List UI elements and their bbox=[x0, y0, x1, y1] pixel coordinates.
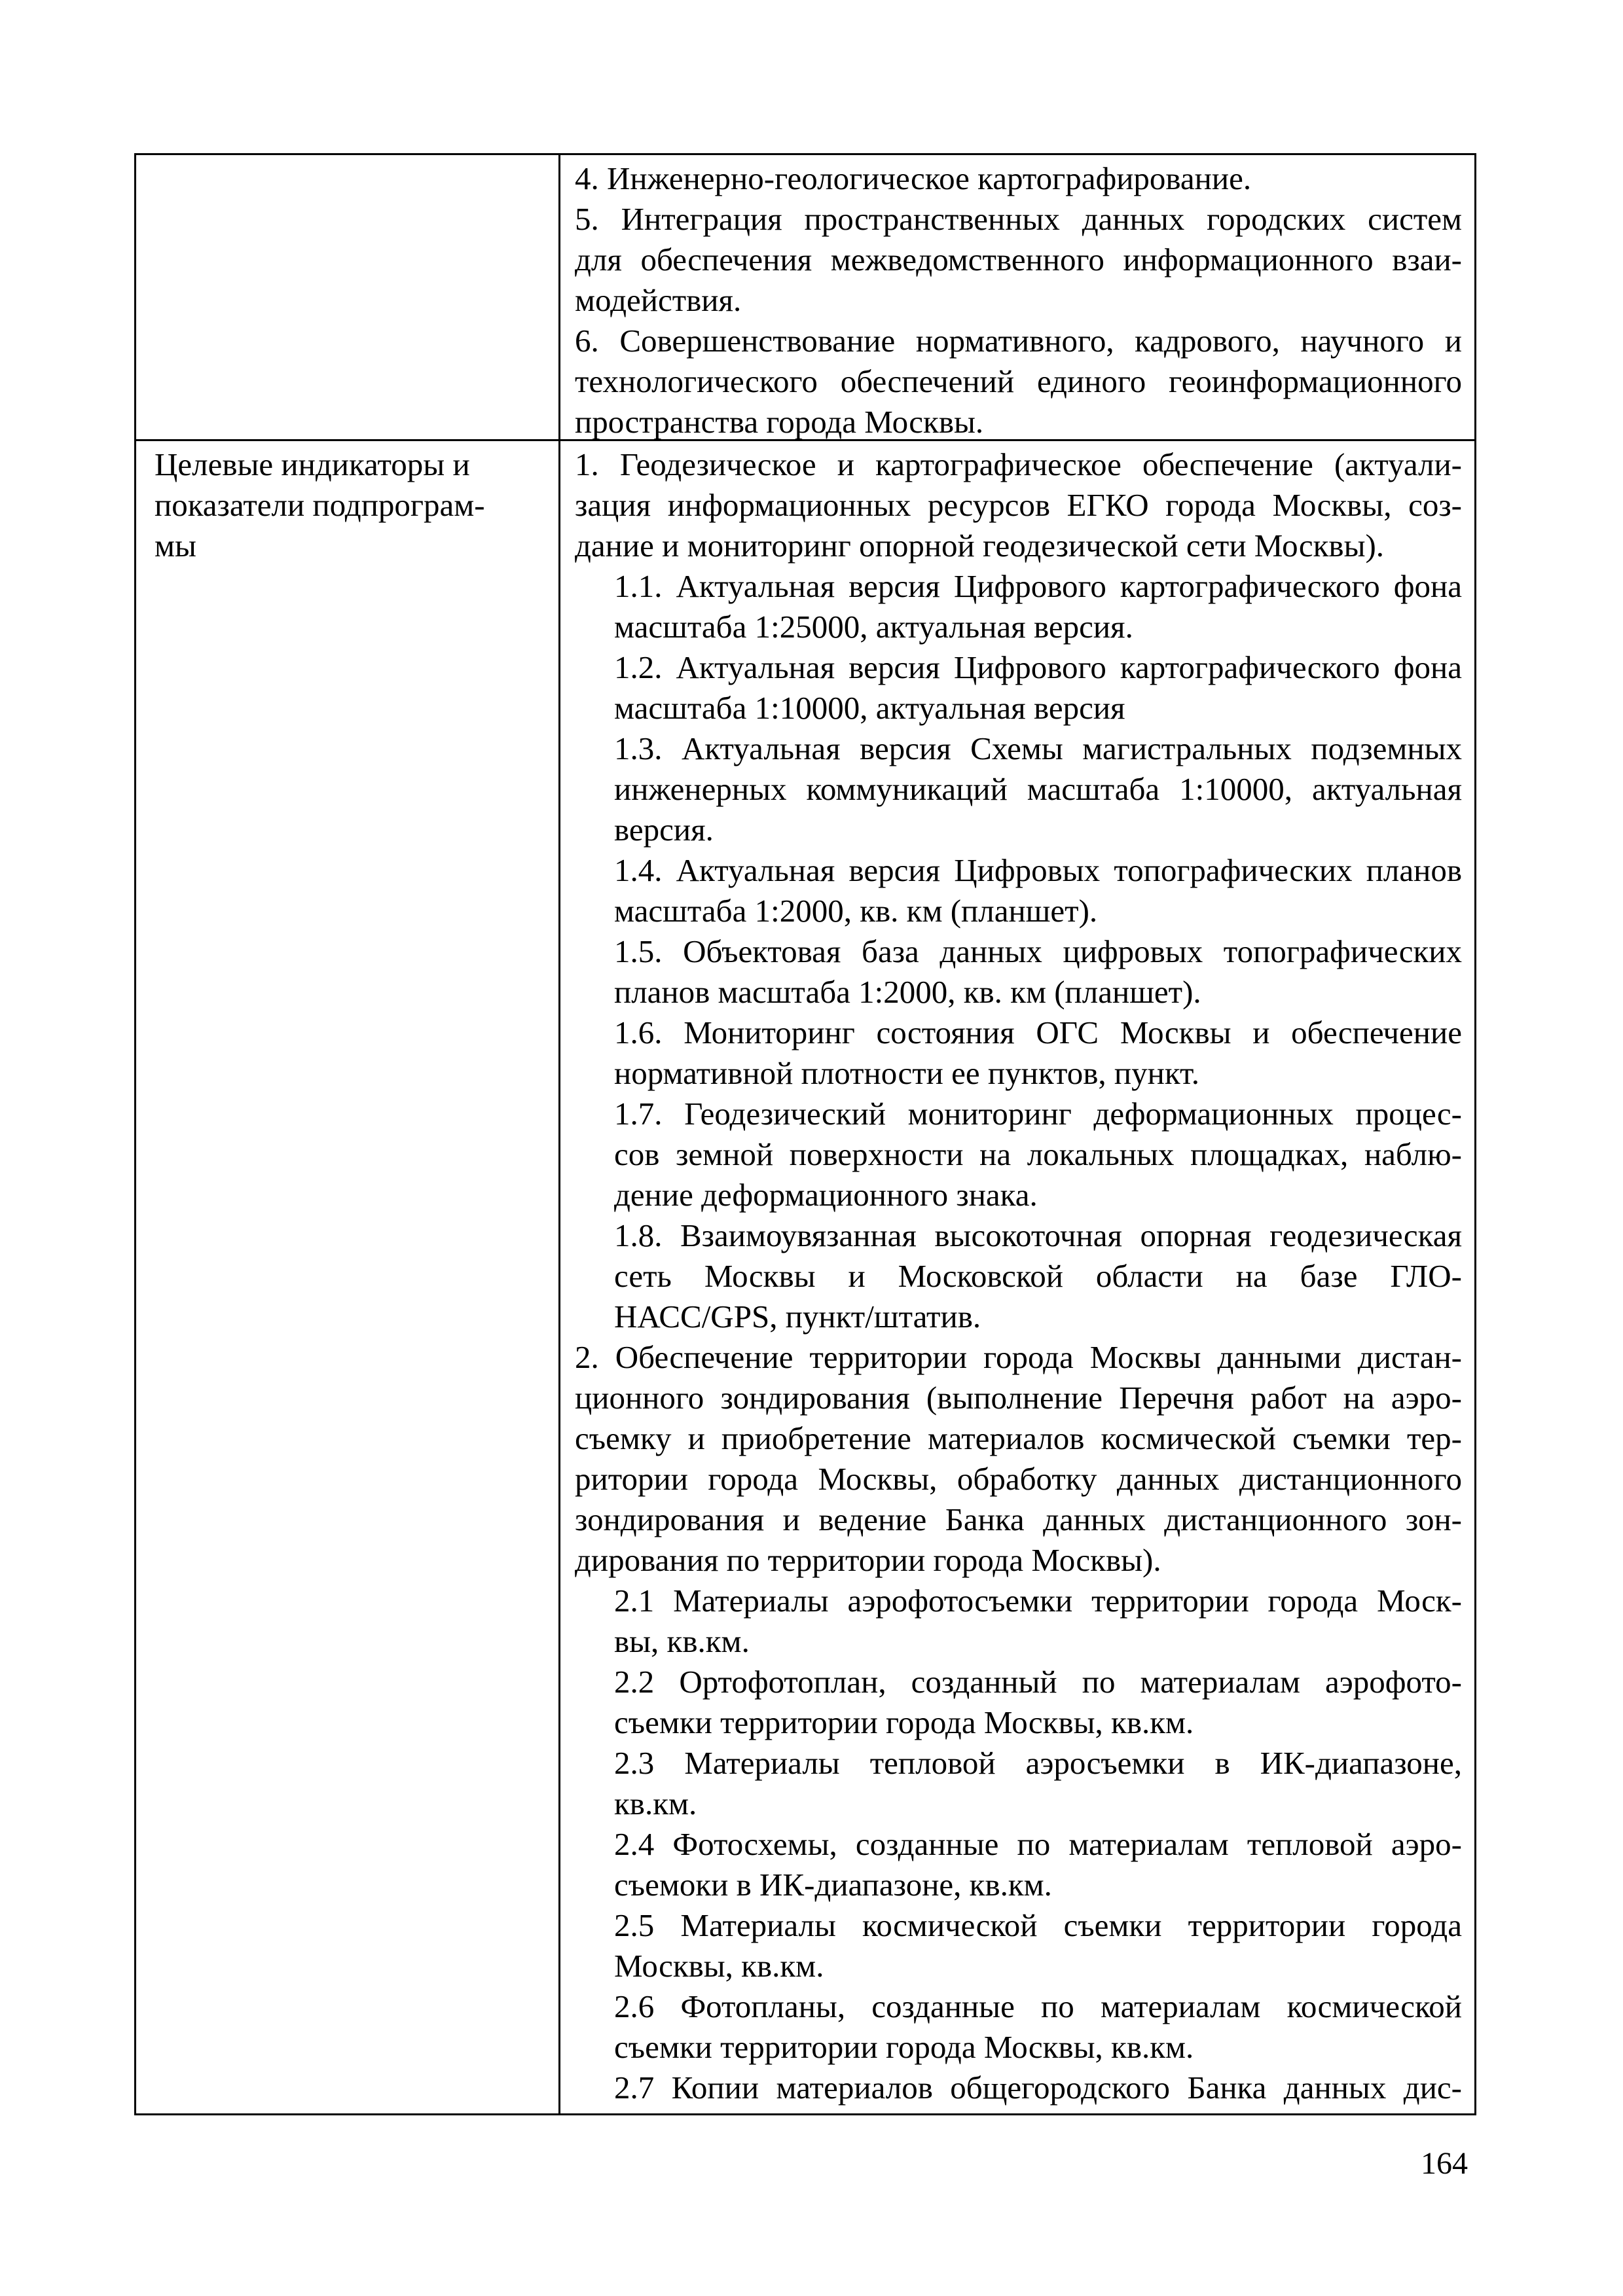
text-line: 4. Инженерно-геологическое картографирование. bbox=[575, 160, 1252, 196]
text-line: 6. Совершенствование нормативного, кадрового, научного и bbox=[575, 323, 1462, 359]
text-line: масштаба 1:25000, актуальная версия. bbox=[614, 609, 1133, 645]
text-line: сеть Москвы и Московской области на базе ГЛО- bbox=[614, 1258, 1462, 1294]
text-line: пространства города Москвы. bbox=[575, 404, 984, 440]
text-line: 2.7 Копии материалов общегородского Банка данных дис- bbox=[614, 2070, 1462, 2106]
text-line: 1.6. Мониторинг состояния ОГС Москвы и обеспечение bbox=[614, 1014, 1462, 1050]
text-line: съемку и приобретение материалов космической съемки тер- bbox=[575, 1420, 1462, 1456]
text-line: 2. Обеспечение территории города Москвы данными дистан- bbox=[575, 1339, 1462, 1375]
text-line: 5. Интеграция пространственных данных городских систем bbox=[575, 201, 1462, 237]
text-line: 1.8. Взаимоувязанная высокоточная опорная геодезическая bbox=[614, 1217, 1462, 1253]
text-line: 2.4 Фотосхемы, созданные по материалам тепловой аэро- bbox=[614, 1826, 1462, 1862]
text-line: НАСС/GPS, пункт/штатив. bbox=[614, 1299, 981, 1335]
text-line: 1.3. Актуальная версия Схемы магистральных подземных bbox=[614, 730, 1462, 766]
text-line: 1.1. Актуальная версия Цифрового картографического фона bbox=[614, 568, 1462, 604]
row2-content-cell bbox=[575, 444, 1462, 2108]
text-line: 2.3 Материалы тепловой аэросъемки в ИК-диапазоне, bbox=[614, 1745, 1462, 1781]
row1-content-cell bbox=[575, 158, 1462, 442]
text-line: сов земной поверхности на локальных площадках, наблю- bbox=[614, 1136, 1462, 1172]
page-number: 164 bbox=[1421, 2146, 1468, 2181]
text-line: 1. Геодезическое и картографическое обеспечение (актуали- bbox=[575, 446, 1462, 482]
text-line: 1.4. Актуальная версия Цифровых топографических планов bbox=[614, 852, 1462, 888]
text-line: дание и мониторинг опорной геодезической сети Москвы). bbox=[575, 528, 1385, 564]
text-line: масштаба 1:2000, кв. км (планшет). bbox=[614, 893, 1098, 929]
text-line: планов масштаба 1:2000, кв. км (планшет). bbox=[614, 974, 1201, 1010]
text-line: ритории города Москвы, обработку данных дистанционного bbox=[575, 1461, 1462, 1497]
text-line: 1.7. Геодезический мониторинг деформационных процес- bbox=[614, 1096, 1462, 1132]
text-line: съемки территории города Москвы, кв.км. bbox=[614, 1704, 1194, 1740]
text-line: нормативной плотности ее пунктов, пункт. bbox=[614, 1055, 1199, 1091]
text-line: вы, кв.км. bbox=[614, 1623, 750, 1659]
column-divider bbox=[558, 155, 560, 2113]
text-line: дение деформационного знака. bbox=[614, 1177, 1038, 1213]
text-line: инженерных коммуникаций масштаба 1:10000, актуальная bbox=[614, 771, 1462, 807]
text-line: для обеспечения межведомственного информационного взаи- bbox=[575, 242, 1462, 278]
text-line: кв.км. bbox=[614, 1785, 697, 1821]
text-line: 2.1 Материалы аэрофотосъемки территории города Моск- bbox=[614, 1583, 1462, 1619]
text-line: зация информационных ресурсов ЕГКО города Москвы, соз- bbox=[575, 487, 1462, 523]
text-line: ционного зондирования (выполнение Перечня работ на аэро- bbox=[575, 1380, 1462, 1416]
label-line: Целевые индикаторы и bbox=[155, 446, 470, 482]
label-line: показатели подпрограм- bbox=[155, 487, 485, 523]
text-line: технологического обеспечений единого геоинформационного bbox=[575, 363, 1462, 399]
text-line: Москвы, кв.км. bbox=[614, 1948, 824, 1984]
document-table bbox=[134, 153, 1476, 2115]
text-line: 2.6 Фотопланы, созданные по материалам космической bbox=[614, 1988, 1462, 2024]
text-line: 2.2 Ортофотоплан, созданный по материалам аэрофото- bbox=[614, 1664, 1462, 1700]
text-line: съемки территории города Москвы, кв.км. bbox=[614, 2029, 1194, 2065]
text-line: модействия. bbox=[575, 282, 742, 318]
text-line: версия. bbox=[614, 812, 714, 848]
text-line: 1.2. Актуальная версия Цифрового картографического фона bbox=[614, 649, 1462, 685]
label-line: мы bbox=[155, 528, 196, 564]
target-indicators-label-cell bbox=[155, 444, 541, 566]
text-line: съемоки в ИК-диапазоне, кв.км. bbox=[614, 1867, 1052, 1903]
text-line: 2.5 Материалы космической съемки территории города bbox=[614, 1907, 1462, 1943]
text-line: масштаба 1:10000, актуальная версия bbox=[614, 690, 1125, 726]
text-line: дирования по территории города Москвы). bbox=[575, 1542, 1161, 1578]
text-line: зондирования и ведение Банка данных дистанционного зон- bbox=[575, 1501, 1462, 1537]
text-line: 1.5. Объектовая база данных цифровых топографических bbox=[614, 933, 1462, 969]
